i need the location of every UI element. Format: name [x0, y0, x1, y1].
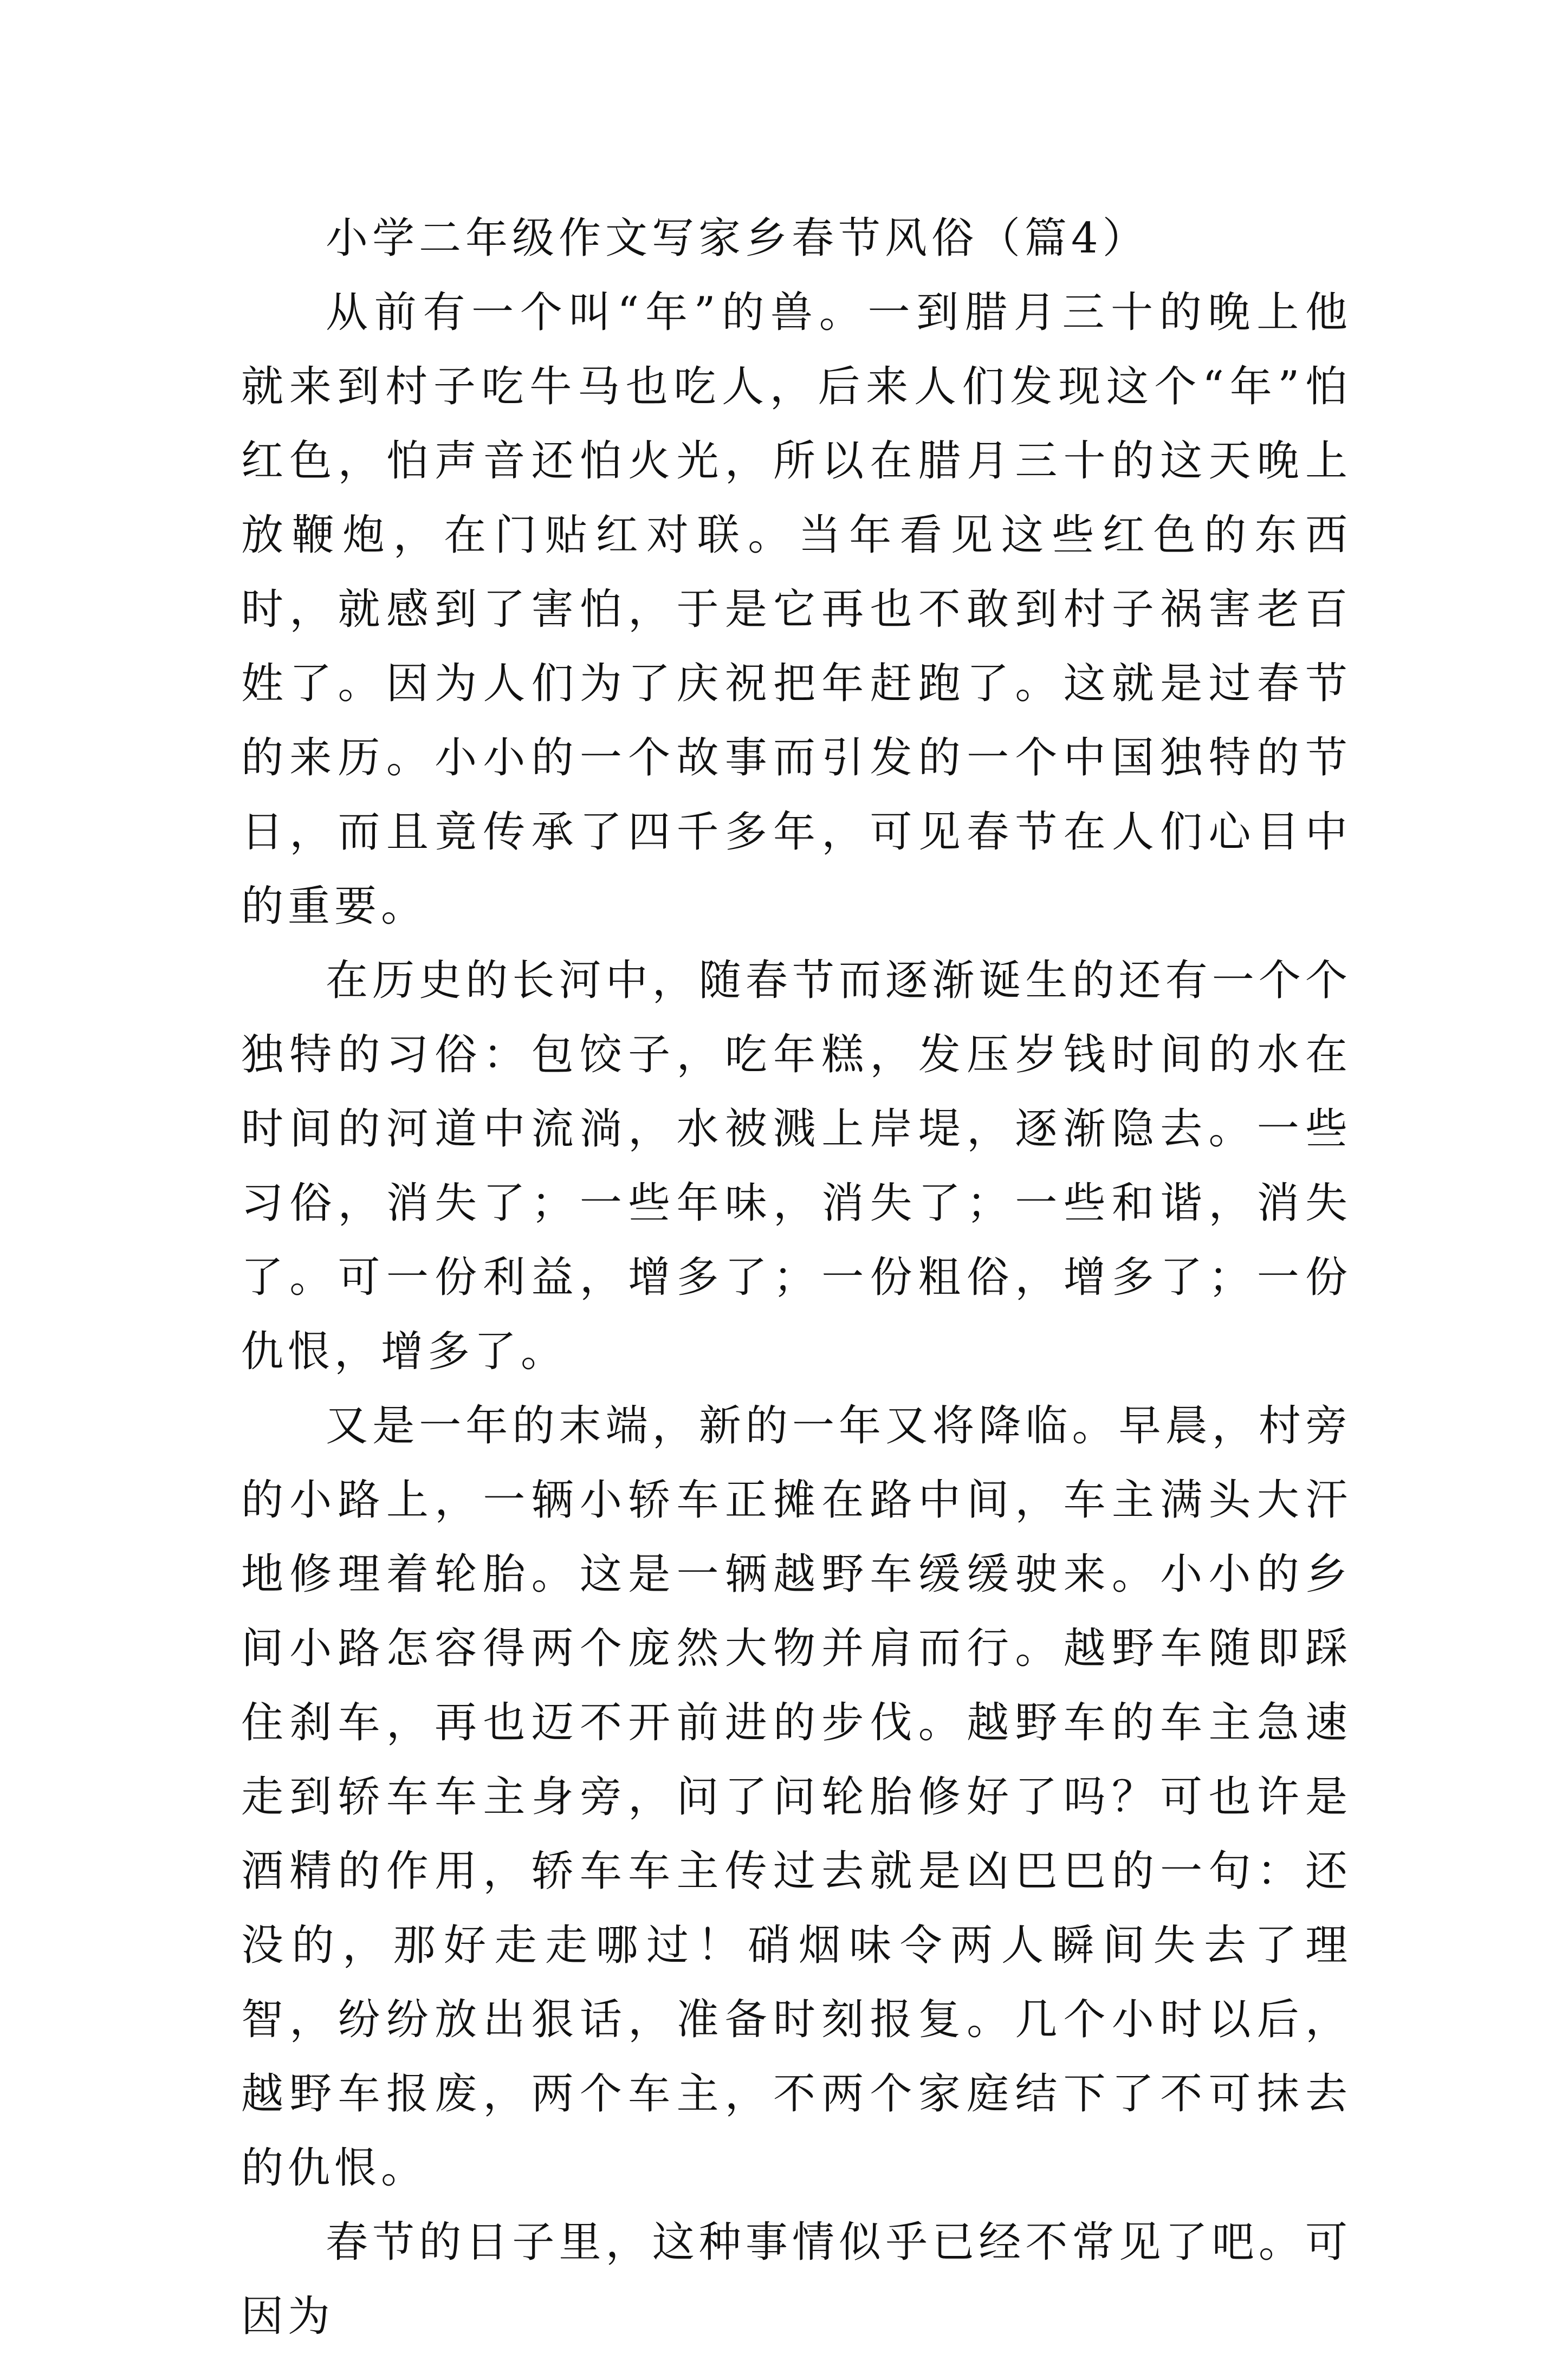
- paragraph-3: 又是一年的末端，新的一年又将降临。早晨，村旁的小路上，一辆小轿车正摊在路中间，车主满头大汗地修理着轮胎。这是一辆越野车缓缓驶来。小小的乡间小路怎容得两个庞然大物并肩而行。越野车随即踩住刹车，再也迈不开前进的步伐。越野车的车主急速走到轿车车主身旁，问了问轮胎修好了吗？可也许是酒精的作用，轿车车主传过去就是凶巴巴的一句：还没的，那好走走哪过！硝烟味令两人瞬间失去了理智，纷纷放出狠话，准备时刻报复。几个小时以后，越野车报废，两个车主，不两个家庭结下了不可抹去的仇恨。: [241, 1402, 1352, 2193]
- document-title: 小学二年级作文写家乡春节风俗（篇4）: [326, 214, 1149, 263]
- paragraph-1: 从前有一个叫“年”的兽。一到腊月三十的晚上他就来到村子吃牛马也吃人，后来人们发现这个“年”怕红色，怕声音还怕火光，所以在腊月三十的这天晚上放鞭炮，在门贴红对联。当年看见这些红色的东西时，就感到了害怕，于是它再也不敢到村子祸害老百姓了。因为人们为了庆祝把年赶跑了。这就是过春节的来历。小小的一个故事而引发的一个中国独特的节日，而且竟传承了四千多年，可见春节在人们心目中的重要。: [241, 288, 1352, 931]
- paragraph-4: 春节的日子里，这种事情似乎已经不常见了吧。可因为: [241, 2218, 1352, 2341]
- document-body: [241, 202, 1352, 2354]
- paragraph-2: 在历史的长河中，随春节而逐渐诞生的还有一个个独特的习俗：包饺子，吃年糕，发压岁钱时间的水在时间的河道中流淌，水被溅上岸堤，逐渐隐去。一些习俗，消失了；一些年味，消失了；一些和谐，消失了。可一份利益，增多了；一份粗俗，增多了；一份仇恨，增多了。: [241, 956, 1352, 1376]
